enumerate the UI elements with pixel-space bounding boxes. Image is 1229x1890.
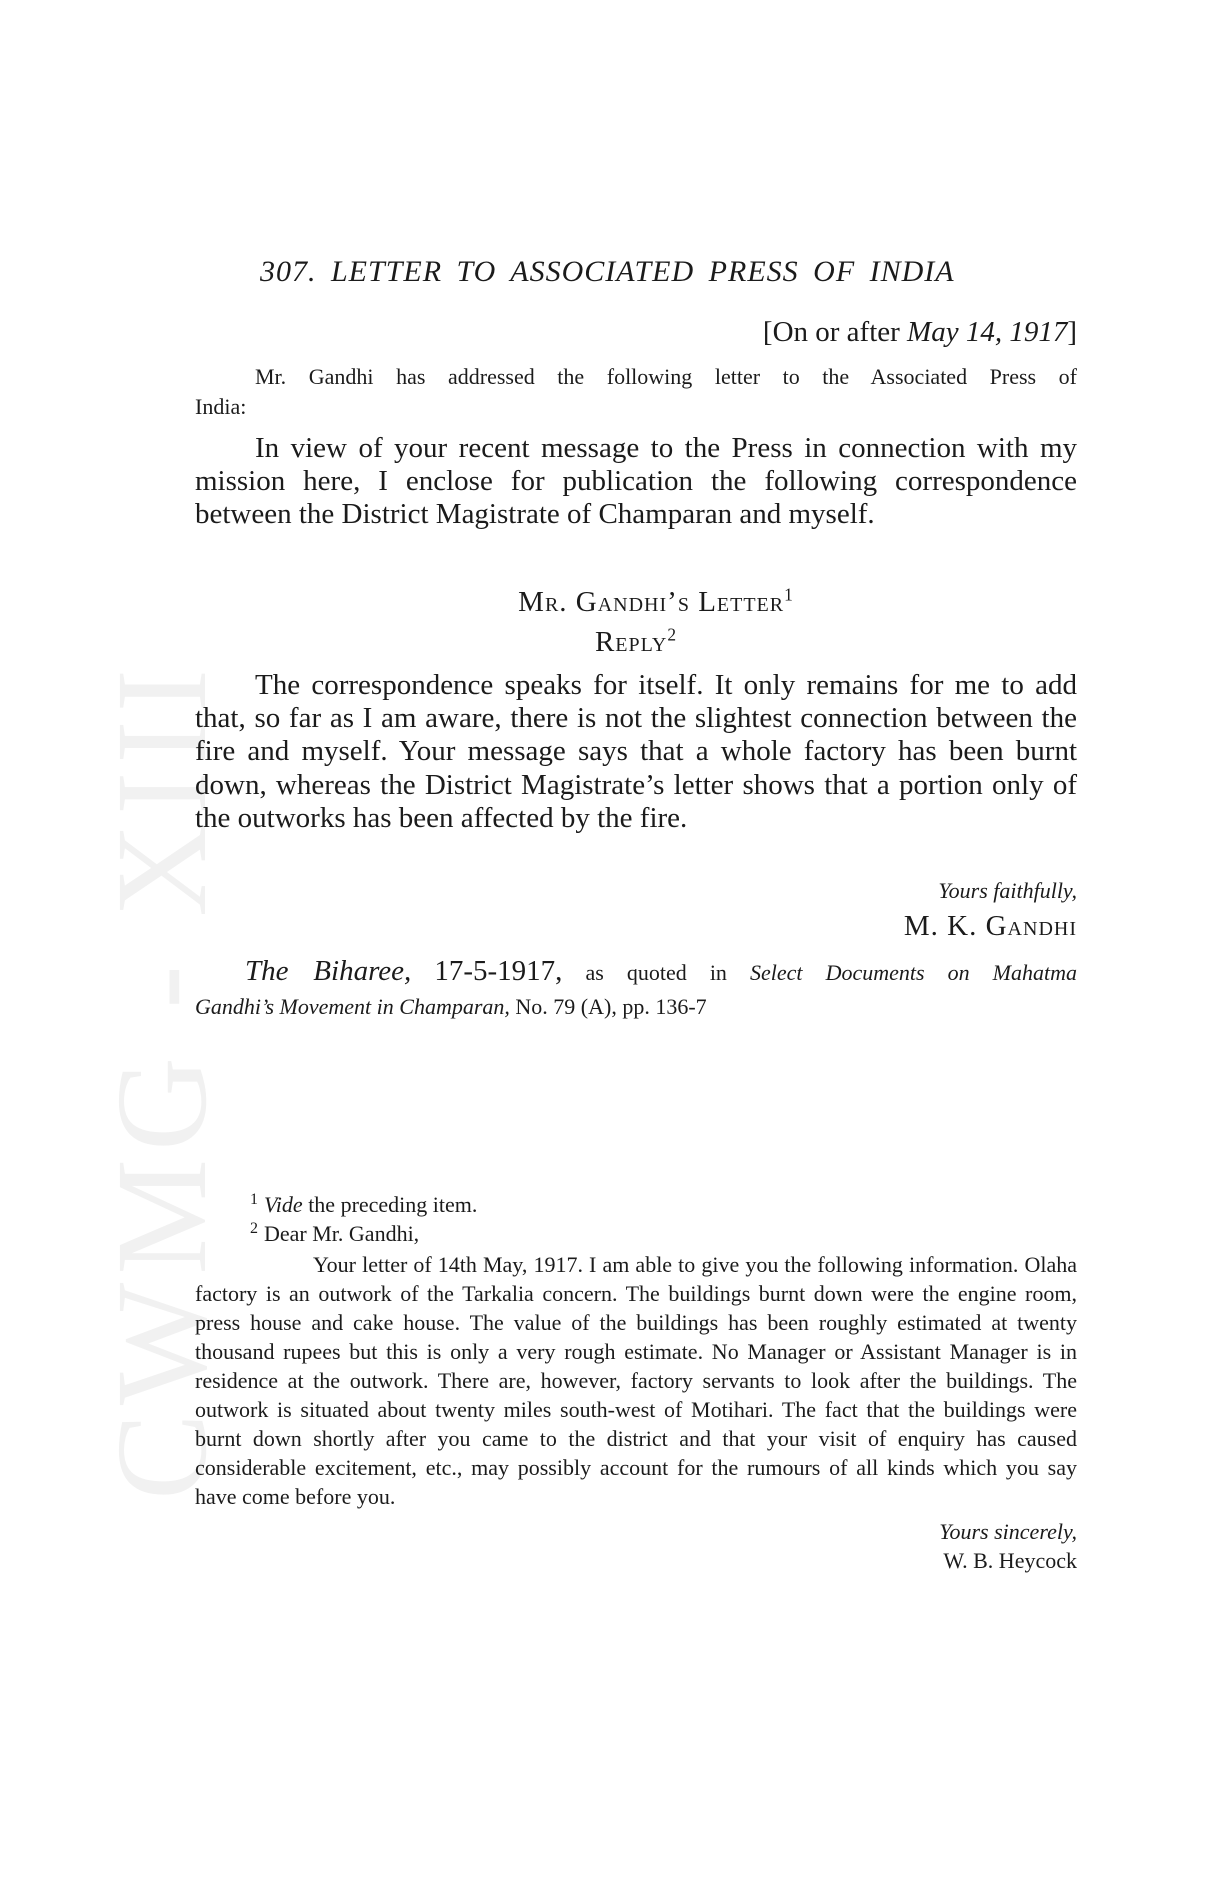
source-book-line-2: Gandhi’s Movement in Champaran, — [195, 994, 510, 1019]
item-heading: LETTER TO ASSOCIATED PRESS OF INDIA — [331, 255, 955, 288]
footnote-2-salutation-text: Yours sincerely, — [939, 1519, 1077, 1544]
dateline — [763, 312, 1077, 352]
heading-gandhi-letter-text: Mr. Gandhi’s Letter — [518, 586, 785, 618]
footnote-2-salutation — [195, 1517, 1077, 1546]
dateline-date: May 14, 1917 — [907, 316, 1068, 348]
closing-salutation: Yours faithfully, — [938, 878, 1077, 903]
watermark-text: CWMG - XIII — [90, 661, 234, 1500]
heading-gandhi-letter — [195, 584, 1077, 620]
item-title — [195, 252, 1077, 292]
footnote-2-letter-rest: information. Olaha factory is an outwork of the Tarkalia concern. The buildings burnt down were the engine room, press house and cake house. The value of the buildings has been roughly estimated at twenty thousand rupees but this is only a very rough estimate. No Manager or Assistant Manager is in residence at the outwork. There are, however, factory servants to look after the buildings. The outwork is situated about twenty miles south-west of Motihari. The fact that the buildings were burnt down shortly after you came to the district and that your visit of enquiry has caused considerable excitement, etc., may possibly account for the rumours of all kinds which you say have come before you. — [195, 1252, 1077, 1509]
footnote-1 — [195, 1190, 1077, 1219]
paragraph-2 — [195, 669, 1077, 835]
intro-line-1: Mr. Gandhi has addressed the following letter to the Associated Press of — [255, 364, 1077, 389]
dateline-suffix: ] — [1067, 316, 1077, 348]
source-citation — [195, 954, 1077, 1024]
closing-signature: M. K. Gandhi — [903, 910, 1077, 942]
footnote-2-letter — [195, 1250, 1077, 1511]
source-quoted: as quoted in — [585, 960, 727, 985]
paragraph-1-text: In view of your recent message to the Press in connection with my mission here, I enclose for publication the following correspondence between the District Magistrate of Champaran and myself. — [195, 432, 1077, 531]
source-line-1 — [195, 954, 1077, 990]
heading-reply-text: Reply — [594, 626, 668, 658]
footnote-1-number: 1 — [250, 1190, 258, 1208]
intro-line-2: India: — [195, 394, 247, 419]
source-date: 17-5-1917, — [434, 955, 563, 987]
item-number: 307. — [260, 255, 317, 288]
footnote-2-letter-first: Your letter of 14th May, 1917. I am able to give you the following — [313, 1252, 903, 1277]
footnote-2-greeting: Dear Mr. Gandhi, — [264, 1221, 420, 1246]
paragraph-2-text: The correspondence speaks for itself. It only remains for me to add that, so far as I am aware, there is not the slightest connection between the fire and myself. Your message says that a whole factory has been burnt down, whereas the District Magistrate’s letter shows that a portion only of the outworks has been affected by the fire. — [195, 669, 1077, 834]
paragraph-1 — [195, 432, 1077, 532]
source-publication: The Biharee, — [245, 955, 412, 987]
intro-note — [195, 362, 1077, 422]
footnotes — [195, 1190, 1077, 1575]
dateline-prefix: [On or after — [762, 316, 900, 348]
footnote-2-signature: W. B. Heycock — [943, 1548, 1077, 1573]
source-reference: No. 79 (A), pp. 136-7 — [515, 994, 707, 1019]
footnote-2 — [195, 1219, 1077, 1248]
footnote-ref-2: 2 — [667, 624, 678, 645]
footnote-2-number: 2 — [250, 1219, 258, 1237]
source-book-line-1: Select Documents on Mahatma — [750, 960, 1078, 985]
heading-reply — [195, 624, 1077, 660]
footnote-ref-1: 1 — [784, 584, 794, 605]
footnote-1-italic: Vide — [264, 1192, 303, 1217]
footnote-1-text: the preceding item. — [308, 1192, 478, 1217]
